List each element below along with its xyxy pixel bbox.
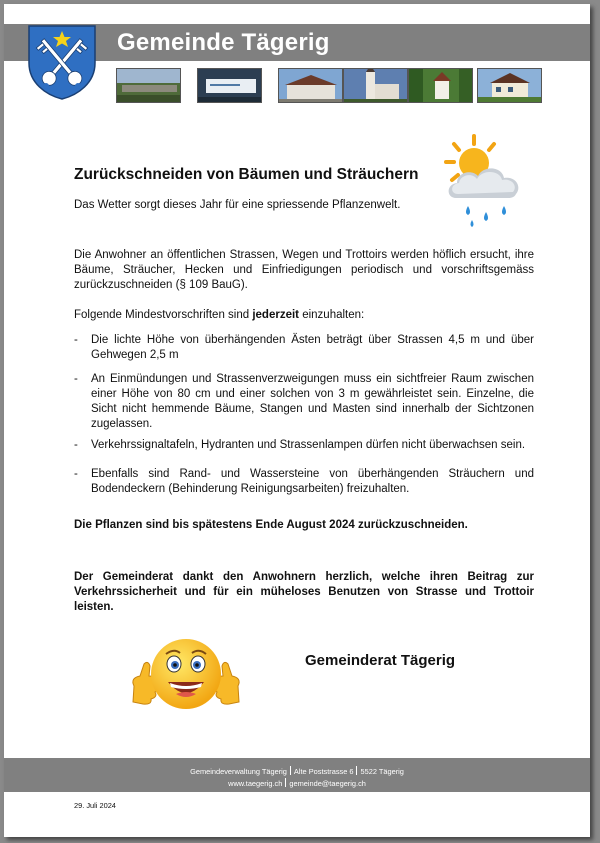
footer-bar: [4, 758, 590, 792]
document-title: Zurückschneiden von Bäumen und Sträuchern: [74, 166, 419, 183]
municipality-title: Gemeinde Tägerig: [117, 29, 330, 56]
rules-intro-before: Folgende Mindestvorschriften sind: [74, 309, 253, 321]
signature: Gemeinderat Tägerig: [305, 652, 456, 669]
footer-city: 5522 Tägerig: [360, 767, 404, 776]
footer-street: Alte Poststrasse 6: [293, 767, 354, 776]
signboard-photo: [197, 68, 262, 103]
request-paragraph: Die Anwohner an öffentlichen Strassen, Wegen und Trottoirs werden höflich ersucht, ihre Bäume, Sträucher, Hecken und Einfriedigungen periodisch und vorschriftsgemäss zurückzuschneiden (§ 109 BauG).: [74, 249, 534, 291]
intro-text: Das Wetter sorgt dieses Jahr für eine spriessende Pflanzenwelt.: [74, 199, 401, 211]
rules-intro-emphasis: jederzeit: [252, 309, 300, 321]
footer-separator: [356, 766, 357, 775]
rule-item: Die lichte Höhe von überhängenden Ästen beträgt über Strassen 4,5 m und über Gehwegen 2,5 m: [91, 334, 534, 361]
chapel-photo: [408, 68, 473, 103]
document-page: [4, 4, 590, 837]
footer-org: Gemeindeverwaltung Tägerig: [190, 767, 287, 776]
document-date: 29. Juli 2024: [74, 801, 116, 810]
bullet-marker: -: [74, 334, 78, 346]
rule-item: Ebenfalls sind Rand- und Wassersteine von überhängenden Sträuchern und Bodendeckern (Behinderung Reinigungsarbeiten) freizuhalten.: [91, 468, 534, 495]
rule-item: An Einmündungen und Strassenverzweigungen muss ein sichtfreier Raum zwischen einer Höhe von 80 cm und einer solchen von 3 m gewährleistet sein. Einzelne, die Sicht nicht hemmende Bäume, Stangen und Masten sind innerhalb der Sichtzonen zugelassen.: [91, 373, 534, 430]
rule-item: Verkehrssignaltafeln, Hydranten und Strassenlampen dürfen nicht überwachsen sein.: [91, 439, 526, 451]
footer-website-link[interactable]: www.taegerig.ch: [228, 779, 283, 788]
deadline-notice: Die Pflanzen sind bis spätestens Ende August 2024 zurückzuschneiden.: [74, 519, 468, 531]
sun-cloud-rain-icon: [442, 132, 528, 232]
footer-separator: [285, 778, 286, 787]
footer-contact-line: [4, 778, 590, 788]
bullet-marker: -: [74, 373, 78, 385]
rules-intro-after: einzuhalten:: [299, 309, 365, 321]
building-photo: [278, 68, 343, 103]
thumbs-up-smiley-icon: [128, 636, 244, 720]
church-photo: [343, 68, 408, 103]
bullet-marker: -: [74, 439, 78, 451]
house-photo: [477, 68, 542, 103]
rules-intro: [74, 308, 534, 323]
footer-email-link[interactable]: gemeinde@taegerig.ch: [289, 779, 366, 788]
municipal-crest-icon: [26, 23, 98, 101]
footer-address-line: [4, 766, 590, 776]
bullet-marker: -: [74, 468, 78, 480]
footer-separator: [290, 766, 291, 775]
village-landscape-photo: [116, 68, 181, 103]
thanks-paragraph: Der Gemeinderat dankt den Anwohnern herzlich, welche ihren Beitrag zur Verkehrssicherheit und für ein müheloses Benutzen von Strasse und Trottoir leisten.: [74, 571, 534, 613]
